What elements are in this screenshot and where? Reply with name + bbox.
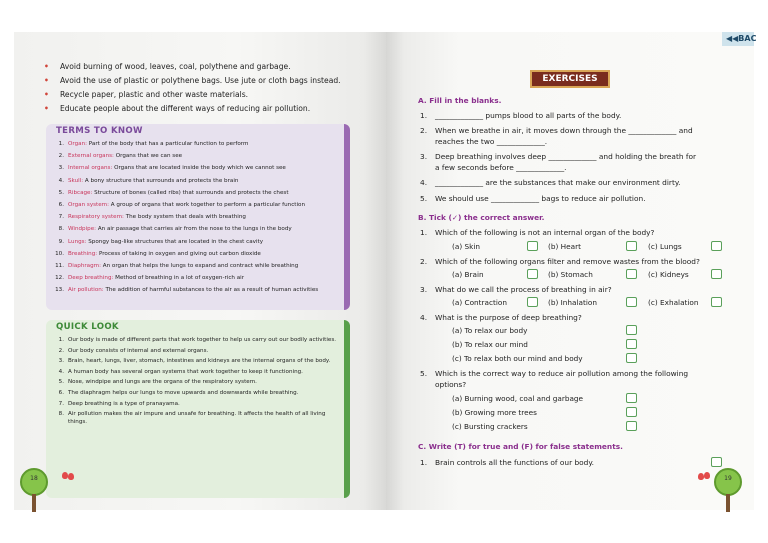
mcq-3-question: 3. What do we call the process of breathing in air?: [420, 285, 612, 294]
terms-list: [52, 140, 338, 298]
mcq-3-option-b: (b) Inhalation: [548, 298, 597, 307]
mcq-1-checkbox-a[interactable]: [527, 241, 538, 251]
terms-to-know-panel: [46, 124, 350, 310]
list-item: 1. Organ: Part of the body that has a particular function to perform: [58, 141, 249, 147]
mcq-1-question: 1. Which of the following is not an internal organ of the body?: [420, 228, 655, 237]
list-item: 1. Our body is made of different parts that work together to help us carry out our bodily activities.: [58, 337, 337, 343]
mcq-5-option-b: (b) Growing more trees: [452, 408, 537, 417]
list-item: 6. The diaphragm helps our lungs to move upwards and downwards while breathing.: [58, 389, 299, 396]
true-false-1: 1. Brain controls all the functions of our body.: [420, 458, 595, 467]
list-item: 4. Skull: A bony structure that surrounds and protects the brain: [58, 177, 239, 184]
mcq-4-checkbox-a[interactable]: [626, 325, 637, 335]
mcq-1-option-c: (c) Lungs: [648, 242, 682, 251]
terms-title: TERMS TO KNOW: [56, 126, 143, 136]
quick-look-list: [52, 336, 338, 429]
list-item: 6. Organ system: A group of organs that work together to perform a particular function: [58, 201, 306, 208]
list-item: 4. A human body has several organ systems that work together to keep it functioning.: [58, 368, 303, 375]
fill-blank-1: 1. _____________ pumps blood to all parts of the body.: [420, 111, 622, 120]
mcq-4-checkbox-b[interactable]: [626, 339, 637, 349]
mcq-4-option-b: (b) To relax our mind: [452, 340, 528, 349]
list-item: • Recycle paper, plastic and other waste materials.: [44, 90, 249, 99]
list-item: 2. External organs: Organs that we can see: [58, 153, 183, 160]
mcq-1-checkbox-c[interactable]: [711, 241, 722, 251]
list-item: 7. Respiratory system: The body system that deals with breathing: [58, 214, 246, 221]
mcq-1-checkbox-b[interactable]: [626, 241, 637, 251]
list-item: 3. Brain, heart, lungs, liver, stomach, intestines and kidneys are the internal organs of the body.: [58, 358, 331, 365]
butterfly-icon: [698, 472, 710, 482]
true-false-1-answer-box[interactable]: [711, 457, 722, 467]
mcq-3-checkbox-c[interactable]: [711, 297, 722, 307]
mcq-3-option-c: (c) Exhalation: [648, 298, 699, 307]
mcq-4-option-c: (c) To relax both our mind and body: [452, 354, 583, 363]
mcq-5-question: 5. Which is the correct way to reduce air pollution among the following options?: [420, 369, 689, 389]
mcq-2-checkbox-c[interactable]: [711, 269, 722, 279]
pollution-tips-list: [44, 60, 374, 116]
list-item: 8. Windpipe: An air passage that carries air from the nose to the lungs in the body: [58, 226, 292, 233]
list-item: 9. Lungs: Spongy bag-like structures that are located in the chest cavity: [58, 238, 264, 245]
fill-blank-3: 3. Deep breathing involves deep _____________ and holding the breath for a few seconds before _____________.: [420, 152, 697, 172]
mcq-4-checkbox-c[interactable]: [626, 353, 637, 363]
page-number: 18: [30, 475, 38, 482]
page-number-tree-icon: [712, 468, 744, 514]
list-item: • Educate people about the different ways of reducing air pollution.: [44, 104, 311, 113]
back-button[interactable]: ◀◀BAC: [722, 32, 754, 46]
section-a-heading: A. Fill in the blanks.: [418, 96, 502, 105]
list-item: 13. Air pollution: The addition of harmful substances to the air as a result of human activities: [55, 287, 319, 294]
mcq-2-option-b: (b) Stomach: [548, 270, 593, 279]
list-item: 11. Diaphragm: An organ that helps the lungs to expand and contract while breathing: [55, 262, 299, 269]
butterfly-icon: [62, 472, 74, 482]
mcq-2-option-c: (c) Kidneys: [648, 270, 689, 279]
list-item: 10. Breathing: Process of taking in oxygen and giving out carbon dioxide: [55, 250, 261, 257]
list-item: 5. Nose, windpipe and lungs are the organs of the respiratory system.: [58, 379, 257, 386]
fill-blank-4: 4. _____________ are the substances that make our environment dirty.: [420, 178, 681, 187]
mcq-2-checkbox-b[interactable]: [626, 269, 637, 279]
quick-look-title: QUICK LOOK: [56, 322, 119, 332]
right-page: [386, 32, 757, 510]
list-item: • Avoid burning of wood, leaves, coal, polythene and garbage.: [44, 62, 291, 71]
mcq-2-question: 2. Which of the following organs filter and remove wastes from the blood?: [420, 257, 700, 266]
mcq-1-option-b: (b) Heart: [548, 242, 581, 251]
list-item: 7. Deep breathing is a type of pranayama.: [58, 400, 180, 407]
mcq-3-option-a: (a) Contraction: [452, 298, 507, 307]
list-item: 2. Our body consists of internal and external organs.: [58, 347, 209, 354]
section-c-heading: C. Write (T) for true and (F) for false statements.: [418, 442, 623, 451]
list-item: • Avoid the use of plastic or polythene bags. Use jute or cloth bags instead.: [44, 76, 341, 85]
mcq-5-checkbox-c[interactable]: [626, 421, 637, 431]
section-b-heading: B. Tick (✓) the correct answer.: [418, 213, 545, 222]
left-page: [14, 32, 386, 510]
quick-look-panel: [46, 320, 350, 498]
fill-blank-5: 5. We should use _____________ bags to reduce air pollution.: [420, 194, 646, 203]
mcq-5-option-a: (a) Burning wood, coal and garbage: [452, 394, 584, 403]
list-item: 5. Ribcage: Structure of bones (called ribs) that surrounds and protects the chest: [58, 189, 289, 196]
textbook-spread: [14, 32, 757, 510]
fill-blank-2: 2. When we breathe in air, it moves down through the _____________ and reaches the two _____________.: [420, 126, 693, 146]
page-number-tree-icon: [18, 468, 50, 514]
mcq-3-checkbox-b[interactable]: [626, 297, 637, 307]
mcq-4-question: 4. What is the purpose of deep breathing?: [420, 313, 582, 322]
mcq-4-option-a: (a) To relax our body: [452, 326, 528, 335]
list-item: 8. Air pollution makes the air impure and unsafe for breathing. It affects the health of all living things.: [58, 411, 326, 426]
page-number: 19: [724, 475, 732, 482]
mcq-5-checkbox-b[interactable]: [626, 407, 637, 417]
exercises-title: EXERCISES: [530, 70, 610, 88]
mcq-2-checkbox-a[interactable]: [527, 269, 538, 279]
mcq-5-checkbox-a[interactable]: [626, 393, 637, 403]
mcq-2-option-a: (a) Brain: [452, 270, 484, 279]
mcq-5-option-c: (c) Bursting crackers: [452, 422, 528, 431]
mcq-1-option-a: (a) Skin: [452, 242, 480, 251]
mcq-3-checkbox-a[interactable]: [527, 297, 538, 307]
list-item: 12. Deep breathing: Method of breathing in a lot of oxygen-rich air: [55, 275, 245, 282]
list-item: 3. Internal organs: Organs that are located inside the body which we cannot see: [58, 165, 286, 172]
